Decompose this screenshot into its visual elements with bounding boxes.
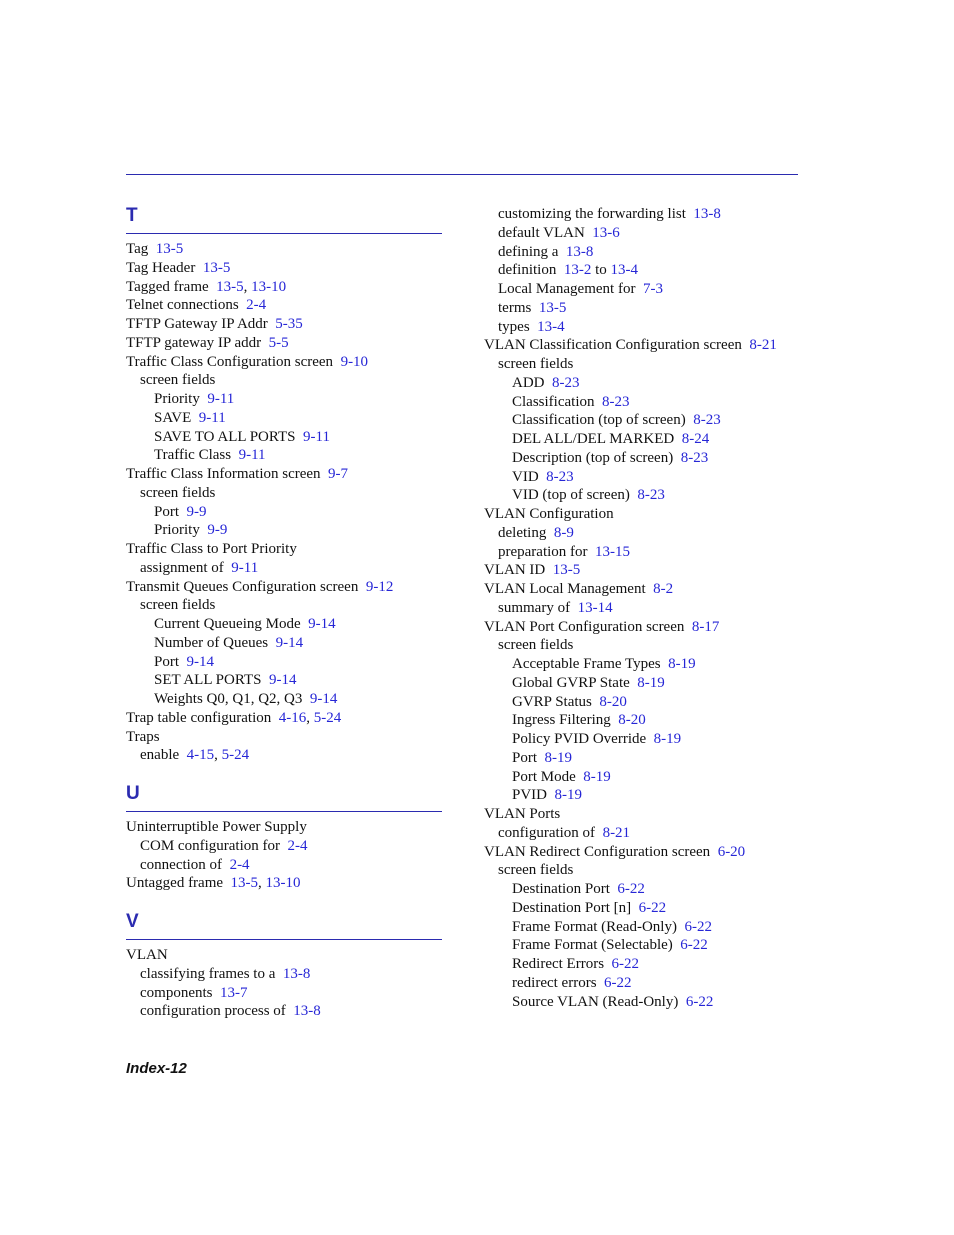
index-term: customizing the forwarding list [498, 206, 686, 222]
index-entry [484, 786, 800, 805]
index-entry [484, 918, 800, 937]
index-entry [484, 430, 800, 449]
index-term: defining a [498, 243, 559, 260]
index-entry [484, 618, 800, 637]
index-term: definition [498, 262, 557, 279]
index-entry [126, 671, 442, 690]
section-letter: V [126, 911, 139, 932]
index-term: Port [512, 749, 538, 766]
index-term: Tag Header [126, 259, 196, 276]
page-link[interactable]: 8-21 [749, 337, 777, 354]
index-term: VID [512, 468, 539, 485]
page-link[interactable]: 4-16 [278, 709, 307, 726]
index-entry [126, 634, 442, 653]
index-entry [126, 946, 442, 965]
index-entry [484, 243, 800, 262]
index-entry [484, 655, 800, 674]
index-entry [484, 693, 800, 712]
index-term: ADD [512, 374, 545, 391]
index-entry [484, 505, 800, 524]
page-link[interactable]: 9-12 [365, 578, 394, 595]
index-entry [484, 486, 800, 505]
index-term: VLAN ID [484, 562, 546, 579]
index-entry [484, 749, 800, 768]
page-link[interactable]: 13-6 [592, 224, 620, 241]
index-term: screen fields [498, 637, 574, 654]
index-entry [126, 837, 442, 856]
index-term: Priority [154, 391, 200, 407]
index-entry [126, 690, 442, 709]
index-term: Local Management for [498, 281, 636, 297]
page-link[interactable]: 8-17 [691, 618, 720, 635]
page-link[interactable]: 2-4 [246, 297, 267, 314]
index-entry [126, 465, 442, 484]
page-link[interactable]: 6-22 [684, 918, 712, 935]
page-link[interactable]: 8-23 [680, 449, 709, 466]
index-entry [484, 974, 800, 993]
index-entry [126, 559, 442, 578]
index-column-right [484, 205, 800, 1011]
index-entry [126, 578, 442, 597]
index-term: screen fields [140, 372, 216, 389]
index-entry [126, 334, 442, 353]
index-entry [484, 730, 800, 749]
page-link[interactable]: 8-19 [554, 787, 583, 804]
index-term: Weights Q0, Q1, Q2, Q3 [154, 691, 303, 707]
index-term: Classification (top of screen) [512, 412, 686, 429]
page-link[interactable]: 2-4 [229, 856, 250, 873]
index-term: VLAN Configuration [484, 506, 614, 522]
index-entry [126, 596, 442, 615]
index-entry [126, 259, 442, 278]
index-column-left [126, 205, 442, 1021]
page-link[interactable]: 13-15 [595, 543, 631, 560]
page-link[interactable]: 13-4 [610, 262, 638, 279]
page-link[interactable]: 5-24 [313, 709, 342, 726]
index-entry [126, 856, 442, 875]
section-letter: U [126, 783, 140, 804]
index-term: screen fields [140, 597, 216, 614]
index-term: PVID [512, 787, 548, 804]
index-entry [484, 411, 800, 430]
page-link[interactable]: 9-11 [198, 409, 226, 426]
page-link[interactable]: 13-10 [265, 875, 301, 892]
index-entry [484, 468, 800, 487]
index-term: VID (top of screen) [512, 487, 630, 504]
page-link[interactable]: 6-22 [611, 956, 640, 972]
index-term: Transmit Queues Configuration screen [126, 578, 359, 595]
page-link[interactable]: 13-8 [565, 243, 594, 260]
index-term: default VLAN [498, 224, 585, 241]
index-entry [126, 390, 442, 409]
index-term: Tag [126, 241, 149, 257]
index-term: Trap table configuration [126, 709, 272, 726]
index-entry [126, 296, 442, 315]
index-term: Traffic Class to Port Priority [126, 541, 297, 557]
section-rule [126, 811, 442, 812]
index-entry [484, 805, 800, 824]
index-term: screen fields [140, 484, 216, 501]
index-term: Policy PVID Override [512, 731, 647, 747]
index-entry [126, 428, 442, 447]
page-link[interactable]: 9-11 [303, 428, 330, 445]
index-term: DEL ALL/DEL MARKED [512, 431, 675, 447]
page-link[interactable]: 8-23 [552, 374, 580, 391]
page-link[interactable]: 8-20 [618, 712, 646, 729]
index-term: types [498, 318, 530, 335]
index-entry: Tagged frame 13-5, 13-10 [126, 278, 287, 295]
index-entry [484, 768, 800, 787]
index-entry [484, 449, 800, 468]
index-entry [484, 280, 800, 299]
index-term: VLAN Local Management [484, 581, 646, 597]
index-entry [484, 993, 800, 1012]
page-link[interactable]: 6-22 [604, 974, 632, 991]
page-link[interactable]: 13-8 [282, 965, 311, 982]
index-entry [126, 728, 442, 747]
page-link[interactable]: 13-2 [563, 262, 592, 279]
page-link[interactable]: 4-15 [186, 747, 215, 764]
index-entry [126, 653, 442, 672]
index-entry [484, 299, 800, 318]
index-term: Source VLAN (Read-Only) [512, 993, 679, 1010]
page-link[interactable]: 9-14 [308, 616, 336, 632]
index-term: Frame Format (Read-Only) [512, 918, 677, 935]
page-link[interactable]: 9-11 [231, 559, 259, 576]
index-term: Destination Port [n] [512, 899, 632, 916]
page-link[interactable]: 2-4 [287, 837, 308, 854]
index-entry [484, 636, 800, 655]
page-link[interactable]: 6-22 [617, 881, 645, 897]
index-term: connection of [140, 856, 223, 873]
page-link[interactable]: 9-14 [309, 691, 338, 707]
index-term: Traffic Class Information screen [126, 466, 321, 482]
index-entry [126, 446, 442, 465]
index-term: Description (top of screen) [512, 449, 674, 466]
index-entry [126, 240, 442, 259]
index-term: Traps [126, 728, 160, 745]
index-entry [126, 484, 442, 503]
index-term: Ingress Filtering [512, 712, 611, 729]
header-rule [126, 174, 798, 175]
page-link[interactable]: 8-23 [693, 412, 721, 429]
index-entry [484, 824, 800, 843]
index-entry [484, 880, 800, 899]
index-entry [484, 224, 800, 243]
section-rule [126, 233, 442, 234]
index-entry [126, 984, 442, 1003]
page-link[interactable]: 6-22 [685, 993, 714, 1010]
page-link[interactable]: 8-23 [546, 468, 574, 485]
index-entry: definition 13-2 to 13-4 [498, 262, 638, 279]
index-term: TFTP Gateway IP Addr [126, 316, 268, 332]
index-term: VLAN [126, 947, 168, 963]
index-entry [484, 336, 800, 355]
index-entry [126, 353, 442, 372]
index-term: preparation for [498, 543, 588, 560]
index-entry [484, 318, 800, 337]
index-term: configuration of [498, 824, 596, 841]
page-link[interactable]: 9-9 [186, 503, 207, 520]
index-entry: enable 4-15, 5-24 [140, 747, 250, 764]
index-entry: Trap table configuration 4-16, 5-24 [126, 709, 342, 726]
page-link[interactable]: 8-24 [681, 431, 710, 447]
page-link[interactable]: 13-4 [537, 318, 565, 335]
index-term: Destination Port [512, 881, 610, 897]
index-term: Telnet connections [126, 297, 239, 314]
index-entry [484, 936, 800, 955]
page-link[interactable]: 8-23 [602, 393, 630, 410]
index-term: enable [140, 747, 180, 764]
index-entry [484, 524, 800, 543]
page-link[interactable]: 5-35 [275, 316, 303, 332]
page-link[interactable]: 8-20 [599, 693, 627, 710]
page-link[interactable]: 9-14 [186, 653, 215, 670]
page-link[interactable]: 9-14 [268, 672, 297, 689]
index-term: Port [154, 503, 180, 520]
index-entry [484, 580, 800, 599]
page-link[interactable]: 9-7 [328, 466, 349, 482]
page-link[interactable]: 13-8 [693, 206, 721, 222]
index-entry [126, 1002, 442, 1021]
index-entry [126, 818, 442, 837]
index-term: COM configuration for [140, 837, 280, 854]
page-link[interactable]: 13-5 [216, 278, 244, 295]
index-entry [484, 355, 800, 374]
index-entry [484, 711, 800, 730]
page-link[interactable]: 8-2 [653, 581, 674, 597]
page-link[interactable]: 9-14 [275, 634, 304, 651]
index-term: Uninterruptible Power Supply [126, 819, 307, 835]
index-term: Acceptable Frame Types [512, 656, 661, 672]
index-entry [484, 674, 800, 693]
page-link[interactable]: 6-22 [638, 899, 667, 916]
index-entry [484, 543, 800, 562]
index-entry [484, 861, 800, 880]
index-term: TFTP gateway IP addr [126, 334, 262, 351]
index-term: configuration process of [140, 1003, 286, 1020]
page-link[interactable]: 8-9 [553, 524, 574, 541]
index-term: SAVE [154, 409, 192, 426]
page-link[interactable]: 13-7 [220, 984, 248, 1001]
index-entry [484, 561, 800, 580]
page-link[interactable]: 7-3 [642, 281, 663, 297]
index-term: Traffic Class Configuration screen [126, 353, 334, 370]
page-link[interactable]: 13-5 [202, 259, 231, 276]
index-entry [484, 374, 800, 393]
page-link[interactable]: 8-19 [637, 674, 665, 691]
page-link[interactable]: 6-22 [680, 937, 708, 954]
index-term: VLAN Ports [484, 806, 561, 822]
index-entry [126, 965, 442, 984]
index-term: Untagged frame [126, 875, 224, 892]
index-term: SET ALL PORTS [154, 672, 262, 689]
index-entry: Untagged frame 13-5, 13-10 [126, 875, 301, 892]
page-link[interactable]: 5-24 [221, 747, 250, 764]
index-term: Number of Queues [154, 634, 269, 651]
page-link[interactable]: 13-5 [230, 875, 259, 892]
index-entry [484, 599, 800, 618]
page-link[interactable]: 8-19 [544, 749, 573, 766]
page-link[interactable]: 9-10 [340, 353, 369, 370]
index-term: Classification [512, 393, 595, 410]
index-term: classifying frames to a [140, 965, 276, 982]
section-letter: T [126, 205, 138, 226]
page-link[interactable]: 13-5 [155, 241, 184, 257]
page-link[interactable]: 13-5 [552, 562, 581, 579]
page-link[interactable]: 9-11 [238, 447, 266, 464]
index-entry [126, 371, 442, 390]
index-entry [126, 409, 442, 428]
page-link[interactable]: 6-20 [717, 843, 746, 860]
page-link[interactable]: 5-5 [268, 334, 289, 351]
index-term: components [140, 984, 213, 1001]
page-footer: Index-12 [126, 1060, 187, 1077]
page-link[interactable]: 8-19 [583, 768, 611, 785]
index-entry [126, 315, 442, 334]
index-term: summary of [498, 599, 571, 616]
index-term: terms [498, 299, 532, 316]
index-term: SAVE TO ALL PORTS [154, 428, 296, 445]
index-term: Tagged frame [126, 278, 209, 295]
index-term: Priority [154, 522, 200, 539]
page-link[interactable]: 13-5 [538, 299, 567, 316]
index-term: Current Queueing Mode [154, 616, 301, 632]
index-entry [126, 615, 442, 634]
index-term: Redirect Errors [512, 956, 605, 972]
index-term: GVRP Status [512, 693, 592, 710]
index-term: VLAN Port Configuration screen [484, 618, 685, 635]
index-entry [484, 205, 800, 224]
page-link[interactable]: 13-10 [251, 278, 287, 295]
index-entry [484, 955, 800, 974]
index-term: VLAN Redirect Configuration screen [484, 843, 711, 860]
index-entry [484, 393, 800, 412]
index-entry [126, 540, 442, 559]
index-entry [484, 899, 800, 918]
index-term: Port Mode [512, 768, 576, 785]
index-term: Frame Format (Selectable) [512, 937, 673, 954]
index-entry [484, 843, 800, 862]
index-term: Traffic Class [154, 447, 232, 464]
section-rule [126, 939, 442, 940]
page-link[interactable]: 8-19 [668, 656, 696, 672]
index-term: Port [154, 653, 180, 670]
page-link[interactable]: 8-19 [653, 731, 682, 747]
index-term: assignment of [140, 559, 224, 576]
page-link[interactable]: 8-23 [637, 487, 665, 504]
index-term: redirect errors [512, 974, 597, 991]
index-entry [126, 521, 442, 540]
index-term: screen fields [498, 356, 574, 372]
page-link[interactable]: 13-14 [577, 599, 613, 616]
index-entry [126, 503, 442, 522]
page-link[interactable]: 9-9 [207, 522, 228, 539]
page-link[interactable]: 8-21 [602, 824, 631, 841]
index-term: Global GVRP State [512, 674, 630, 691]
index-term: screen fields [498, 862, 574, 879]
page-link[interactable]: 9-11 [207, 391, 235, 407]
page-link[interactable]: 13-8 [293, 1003, 321, 1020]
index-term: deleting [498, 524, 547, 541]
index-term: VLAN Classification Configuration screen [484, 337, 742, 354]
